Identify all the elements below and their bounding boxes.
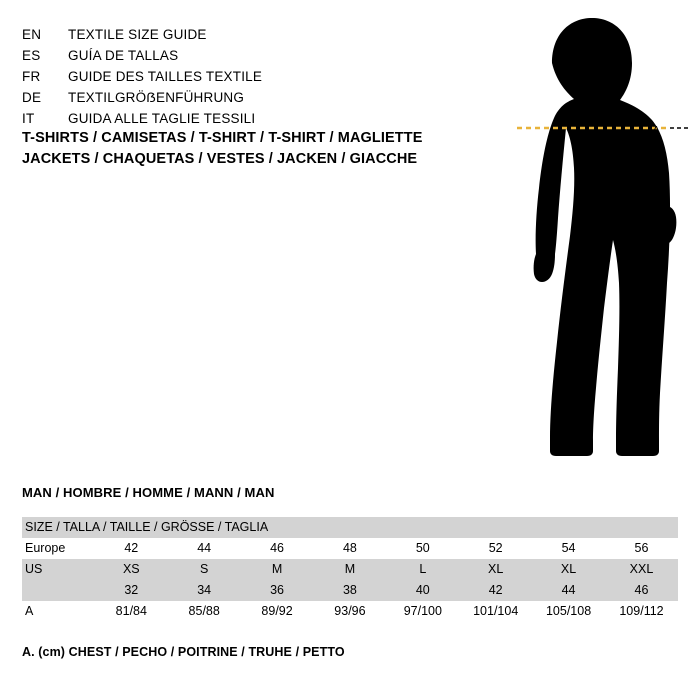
table-header-row: [22, 517, 678, 538]
cell-usnum-3: 38: [314, 580, 387, 601]
table-row: [22, 538, 678, 559]
chest-footnote: A. (cm) CHEST / PECHO / POITRINE / TRUHE / PETTO: [22, 645, 345, 659]
row-label-us: US: [22, 559, 95, 580]
cell-a-6: 105/108: [532, 601, 605, 622]
category-tshirts: T-SHIRTS / CAMISETAS / T-SHIRT / T-SHIRT / MAGLIETTE: [22, 130, 423, 146]
row-label-us-numeric: [22, 580, 95, 601]
cell-europe-2: 46: [241, 538, 314, 559]
cell-usnum-6: 44: [532, 580, 605, 601]
language-code-es: ES: [22, 48, 41, 63]
language-row-fr: [22, 66, 442, 87]
language-row-de: [22, 87, 442, 108]
language-code-it: IT: [22, 111, 35, 126]
cell-europe-4: 50: [386, 538, 459, 559]
cell-us-1: S: [168, 559, 241, 580]
language-text-fr: GUIDE DES TAILLES TEXTILE: [68, 69, 263, 84]
cell-us-3: M: [314, 559, 387, 580]
cell-a-1: 85/88: [168, 601, 241, 622]
category-headings: [22, 128, 492, 170]
cell-a-0: 81/84: [95, 601, 168, 622]
cell-us-7: XXL: [605, 559, 678, 580]
cell-usnum-2: 36: [241, 580, 314, 601]
cell-a-7: 109/112: [605, 601, 678, 622]
cell-europe-5: 52: [459, 538, 532, 559]
cell-europe-1: 44: [168, 538, 241, 559]
table-row: [22, 559, 678, 580]
male-silhouette-figure: [470, 8, 690, 478]
cell-usnum-5: 42: [459, 580, 532, 601]
table-row: [22, 601, 678, 622]
man-section-title: MAN / HOMBRE / HOMME / MANN / MAN: [22, 485, 275, 500]
cell-us-0: XS: [95, 559, 168, 580]
table-row: [22, 580, 678, 601]
measure-label-a: A: [652, 124, 661, 138]
cell-a-2: 89/92: [241, 601, 314, 622]
cell-a-4: 97/100: [386, 601, 459, 622]
cell-europe-7: 56: [605, 538, 678, 559]
language-text-es: GUÍA DE TALLAS: [68, 48, 179, 63]
cell-us-4: L: [386, 559, 459, 580]
cell-europe-6: 54: [532, 538, 605, 559]
cell-us-5: XL: [459, 559, 532, 580]
cell-europe-0: 42: [95, 538, 168, 559]
language-code-en: EN: [22, 27, 42, 42]
cell-us-2: M: [241, 559, 314, 580]
category-jackets: JACKETS / CHAQUETAS / VESTES / JACKEN / GIACCHE: [22, 151, 418, 167]
language-text-de: TEXTILGRÖẞENFÜHRUNG: [68, 90, 245, 105]
language-text-it: GUIDA ALLE TAGLIE TESSILI: [68, 111, 256, 126]
cell-us-6: XL: [532, 559, 605, 580]
row-label-europe: Europe: [22, 538, 95, 559]
cell-usnum-1: 34: [168, 580, 241, 601]
language-list: [22, 24, 442, 129]
language-row-en: [22, 24, 442, 45]
cell-usnum-4: 40: [386, 580, 459, 601]
language-code-de: DE: [22, 90, 42, 105]
size-table-wrapper: [22, 517, 678, 622]
size-table: [22, 517, 678, 622]
language-row-it: [22, 108, 442, 129]
language-code-fr: FR: [22, 69, 41, 84]
cell-usnum-0: 32: [95, 580, 168, 601]
cell-a-3: 93/96: [314, 601, 387, 622]
row-label-a: A: [22, 601, 95, 622]
cell-europe-3: 48: [314, 538, 387, 559]
table-header-label: SIZE / TALLA / TAILLE / GRÖSSE / TAGLIA: [22, 517, 678, 538]
cell-a-5: 101/104: [459, 601, 532, 622]
language-row-es: [22, 45, 442, 66]
cell-usnum-7: 46: [605, 580, 678, 601]
language-text-en: TEXTILE SIZE GUIDE: [68, 27, 207, 42]
